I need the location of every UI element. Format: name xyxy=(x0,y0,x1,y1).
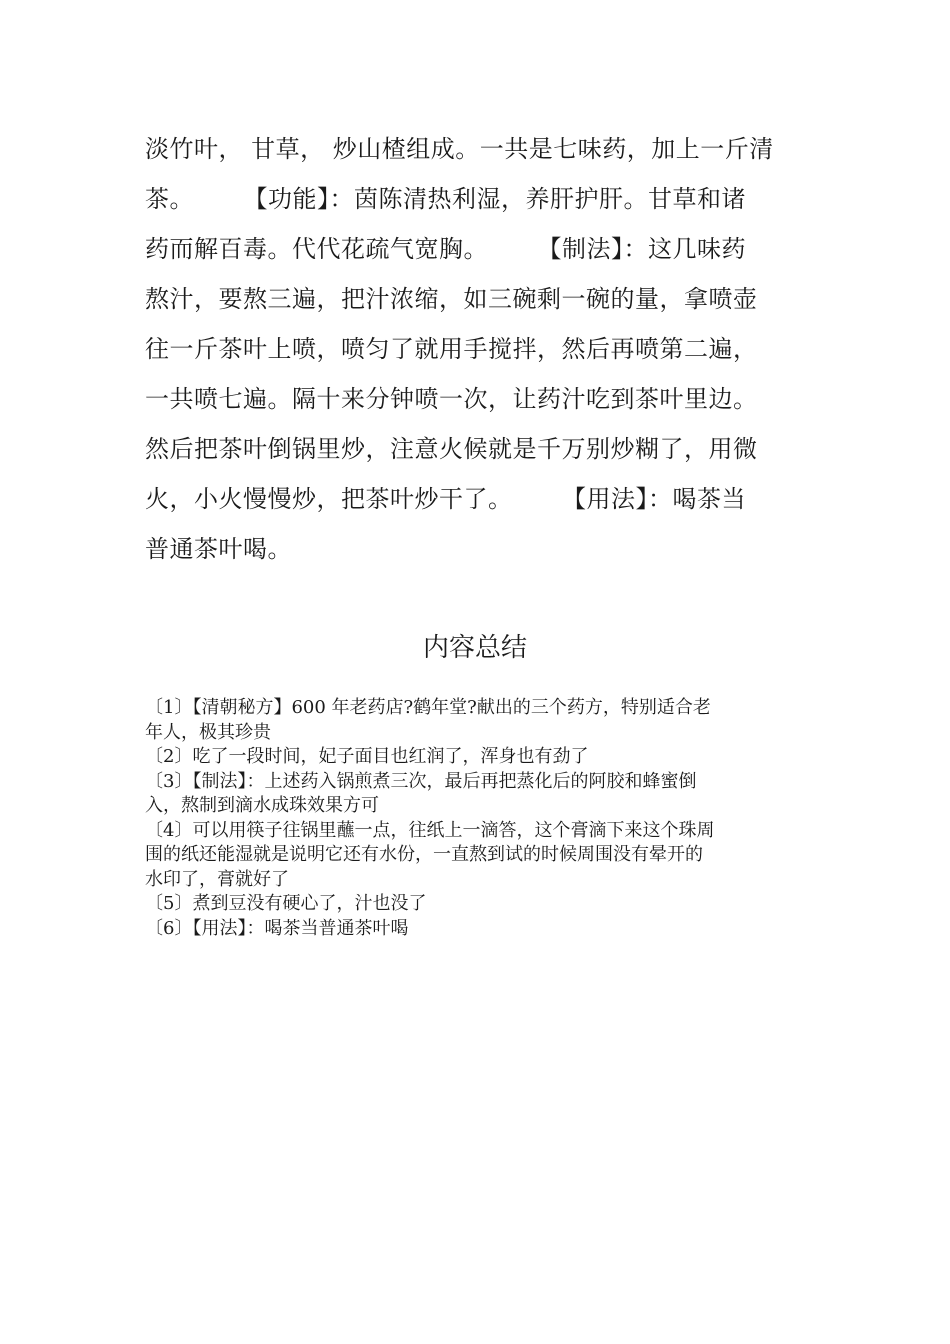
body-line: 药而解百毒。代代花疏气宽胸。 【制法】：这几味药 xyxy=(145,235,746,263)
summary-line: 〔6〕【用法】：喝茶当普通茶叶喝 xyxy=(145,917,409,939)
summary-line: 〔3〕【制法】：上述药入锅煎煮三次，最后再把蒸化后的阿胶和蜂蜜倒 xyxy=(145,770,697,792)
body-line: 普通茶叶喝。 xyxy=(145,535,292,563)
summary-line: 〔4〕可以用筷子往锅里蘸一点，往纸上一滴答，这个膏滴下来这个珠周 xyxy=(145,819,715,841)
summary-line: 〔1〕【清朝秘方】600 年老药店?鹤年堂?献出的三个药方，特别适合老 xyxy=(145,697,711,718)
body-line: 茶。 【功能】：茵陈清热利湿，养肝护肝。甘草和诸 xyxy=(145,185,746,213)
summary-line: 围的纸还能湿就是说明它还有水份，一直熬到试的时候周围没有晕开的 xyxy=(145,844,703,865)
summary-line: 入，熬制到滴水成珠效果方可 xyxy=(145,795,379,816)
summary-line: 水印了，膏就好了 xyxy=(145,868,289,890)
body-line: 火，小火慢慢炒，把茶叶炒干了。 【用法】：喝茶当 xyxy=(145,485,746,513)
summary-line: 〔2〕吃了一段时间，妃子面目也红润了，浑身也有劲了 xyxy=(145,746,589,767)
body-line: 熬汁，要熬三遍，把汁浓缩，如三碗剩一碗的量，拿喷壶 xyxy=(145,285,758,313)
summary-line: 年人，极其珍贵 xyxy=(145,721,271,743)
summary-list xyxy=(145,696,805,941)
summary-heading: 内容总结 xyxy=(422,633,527,663)
body-line: 一共喷七遍。隔十来分钟喷一次，让药汁吃到茶叶里边。 xyxy=(145,385,758,413)
body-paragraph xyxy=(145,124,800,574)
body-line: 往一斤茶叶上喷，喷匀了就用手搅拌，然后再喷第二遍， xyxy=(145,335,758,363)
body-line: 淡竹叶， 甘草， 炒山楂组成。一共是七味药，加上一斤清 xyxy=(145,135,774,163)
summary-line: 〔5〕煮到豆没有硬心了，汁也没了 xyxy=(145,893,427,914)
body-line: 然后把茶叶倒锅里炒，注意火候就是千万别炒糊了，用微 xyxy=(145,435,758,463)
